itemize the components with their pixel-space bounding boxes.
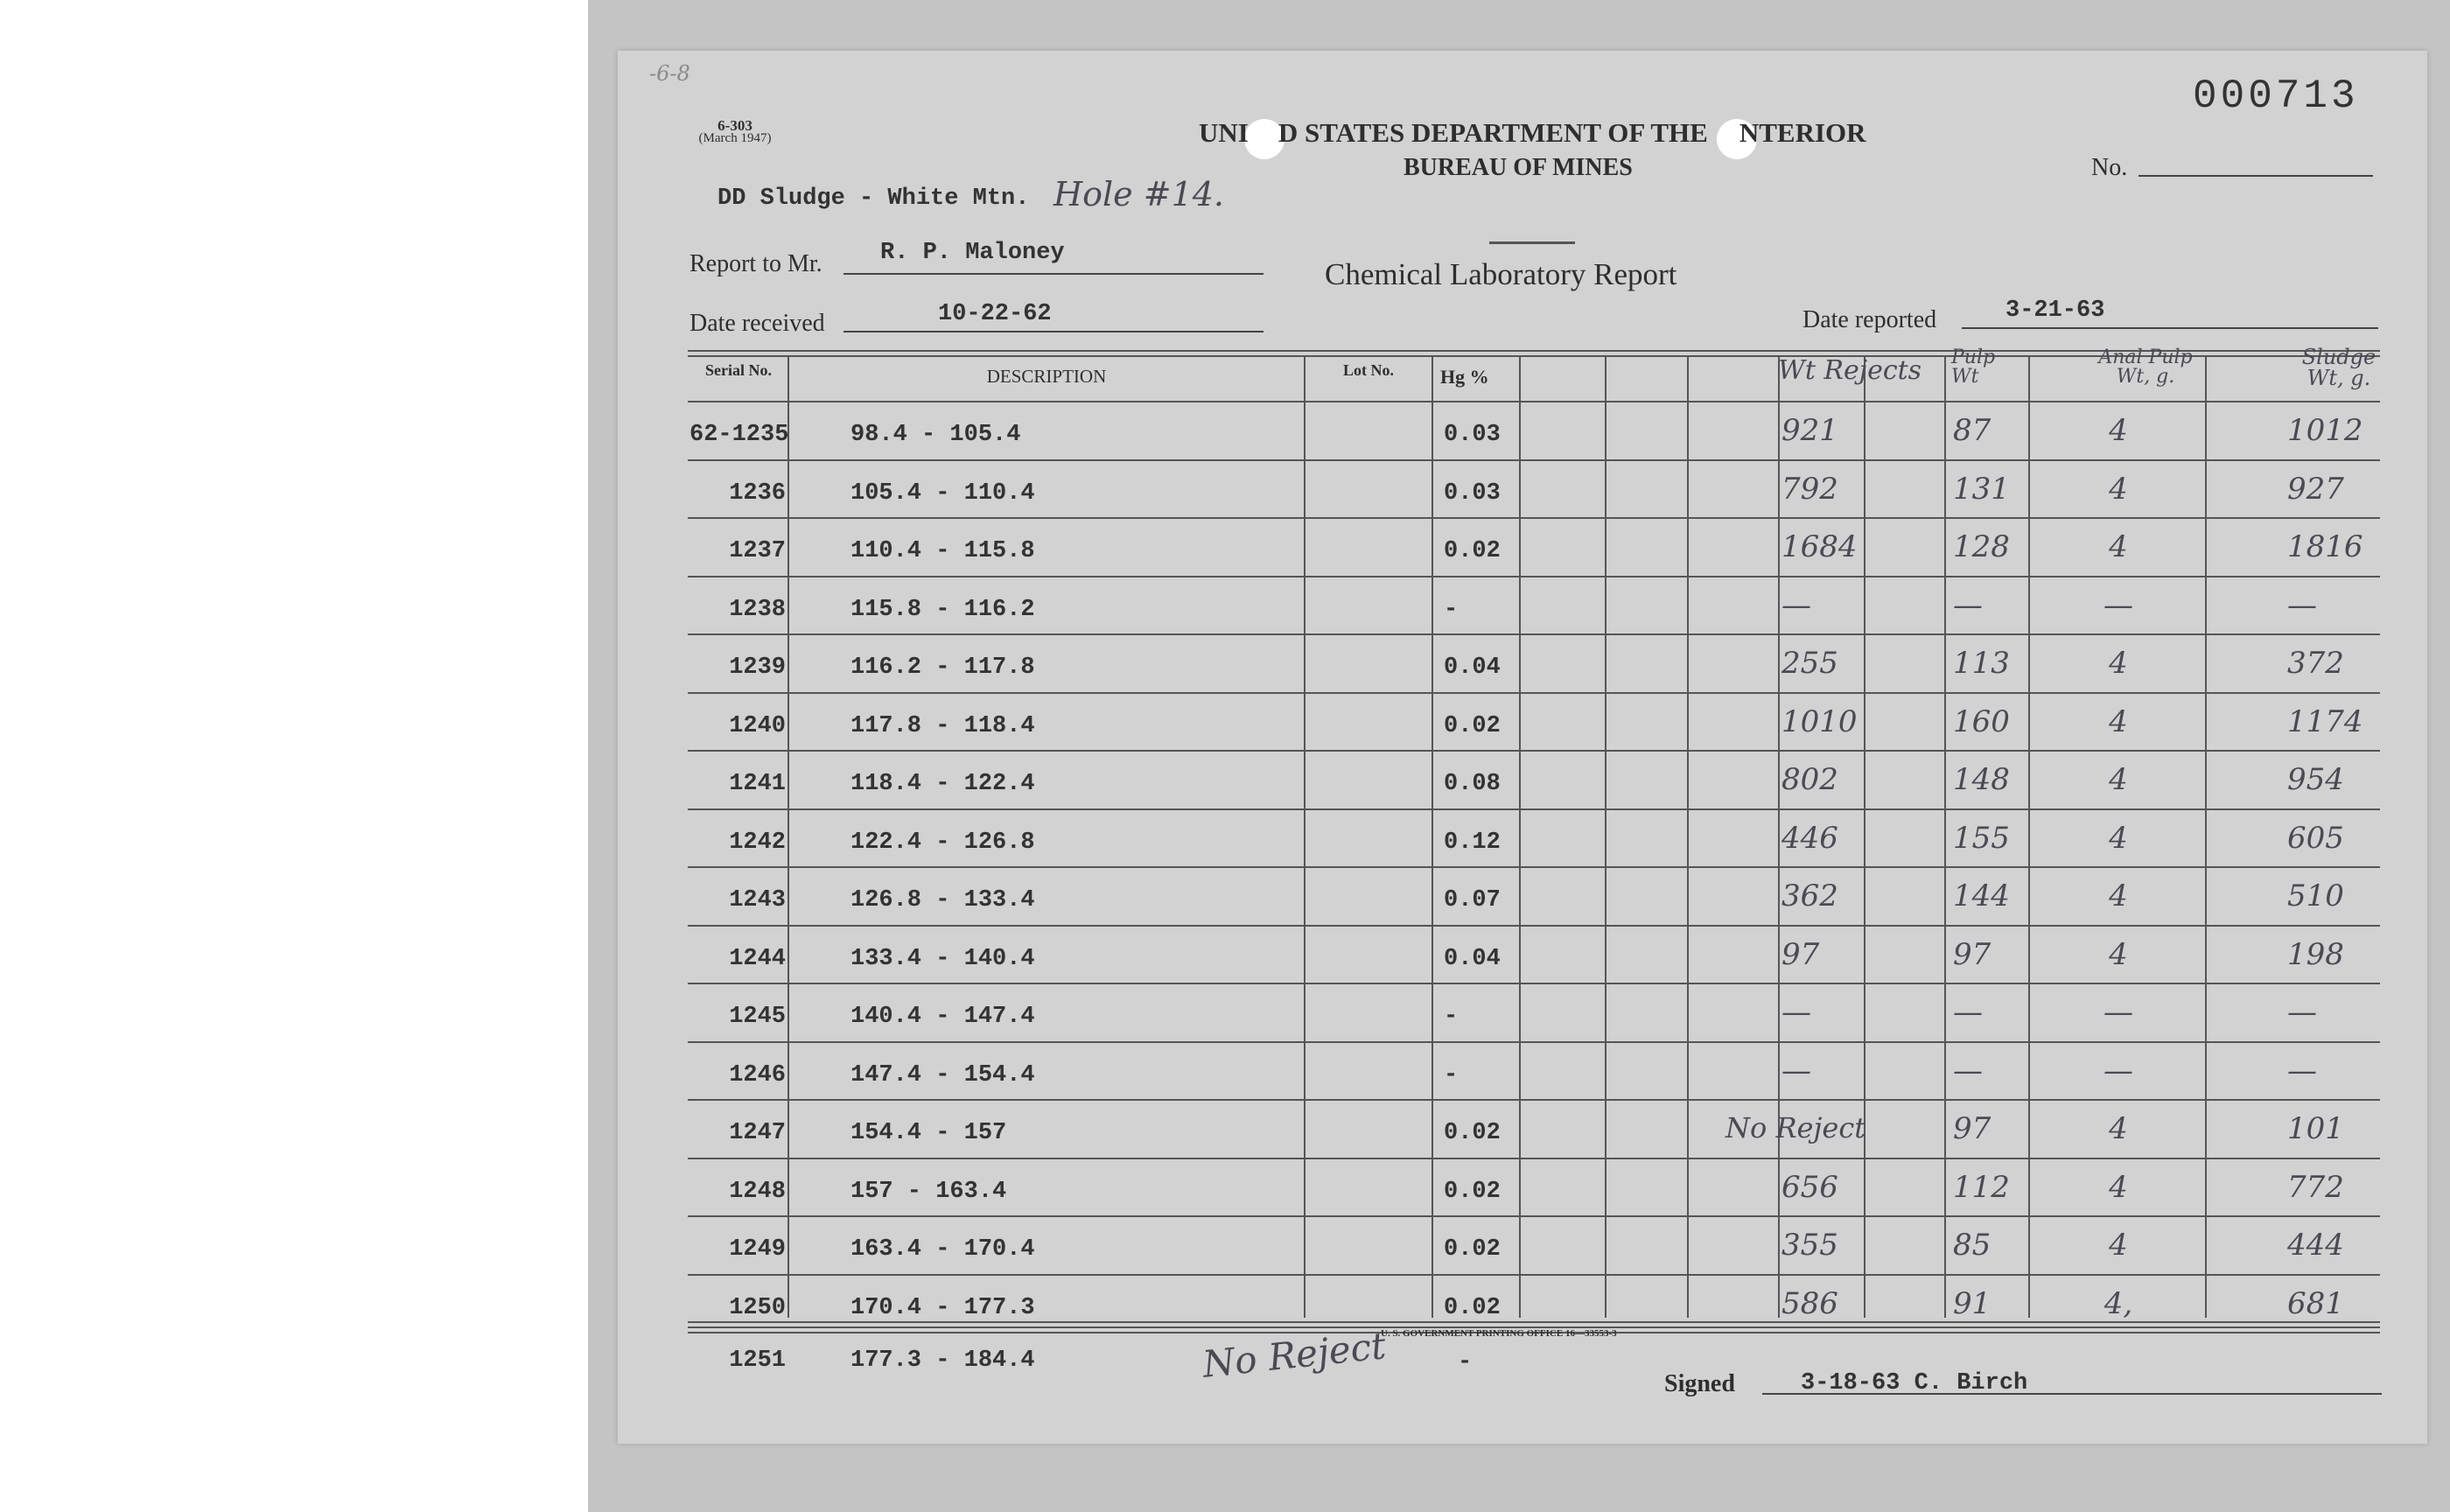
- row-description: 110.4 - 115.8: [850, 538, 1035, 564]
- date-reported-underline: [1962, 327, 2378, 329]
- row-serial: 1241: [729, 771, 786, 797]
- row-hg: 0.08: [1444, 771, 1501, 797]
- row-serial: 1246: [729, 1061, 786, 1088]
- header-rejects: Wt Rejects: [1778, 355, 1922, 386]
- department-title: [1199, 117, 1866, 149]
- row-pulp-weight: 91: [1953, 1285, 1992, 1321]
- row-pulp-weight: 97: [1953, 1111, 1992, 1146]
- bureau-title: BUREAU OF MINES: [1404, 154, 1633, 181]
- row-rejects: 355: [1782, 1228, 1838, 1263]
- row-anal-pulp-weight: —: [2104, 1053, 2133, 1088]
- row-anal-pulp-weight: 4: [2109, 413, 2128, 448]
- row-anal-pulp-weight: 4: [2109, 820, 2128, 856]
- row-rule: [688, 692, 2380, 694]
- col-rule-blank-1: [1605, 355, 1606, 1318]
- row-anal-pulp-weight: 4: [2109, 936, 2128, 972]
- row-description: 118.4 - 122.4: [850, 771, 1035, 797]
- row-rejects: 97: [1782, 936, 1820, 972]
- row-hg: 0.04: [1444, 654, 1501, 681]
- col-rule-pulp: [1944, 355, 1946, 1318]
- header-bottom-rule: [688, 401, 2380, 402]
- row-rule: [688, 925, 2380, 927]
- row-description: 122.4 - 126.8: [850, 829, 1035, 856]
- row-serial: 1244: [729, 945, 786, 972]
- date-received-label: Date received: [690, 310, 825, 337]
- row-serial: 1242: [729, 829, 786, 856]
- row-description: 98.4 - 105.4: [850, 422, 1021, 448]
- department-title-part1: UNI: [1199, 117, 1249, 148]
- row-anal-pulp-weight: 4: [2109, 646, 2128, 681]
- header-lot: Lot No.: [1343, 361, 1394, 379]
- last-row-description: 177.3 - 184.4: [850, 1348, 1035, 1374]
- row-sludge-weight: 605: [2287, 820, 2344, 856]
- table-bottom-rule-1: [688, 1321, 2380, 1323]
- row-description: 126.8 - 133.4: [850, 887, 1035, 914]
- last-row-serial: 1251: [729, 1348, 786, 1374]
- row-hg: 0.03: [1444, 480, 1501, 507]
- header-serial: Serial No.: [705, 361, 772, 379]
- row-rule: [688, 576, 2380, 578]
- row-hg: 0.02: [1444, 1120, 1501, 1146]
- col-rule-blank-3: [1778, 355, 1780, 1318]
- row-anal-pulp-weight: 4,: [2104, 1285, 2133, 1321]
- report-to-value: R. P. Maloney: [880, 240, 1065, 266]
- row-sludge-weight: 954: [2287, 762, 2344, 797]
- row-pulp-weight: 160: [1953, 704, 2010, 739]
- row-pulp-weight: 148: [1953, 762, 2010, 797]
- row-description: 147.4 - 154.4: [850, 1061, 1035, 1088]
- col-rule-hg: [1519, 355, 1521, 1318]
- row-serial: 1236: [729, 480, 786, 507]
- row-sludge-weight: 1012: [2287, 413, 2363, 448]
- row-sludge-weight: 198: [2287, 936, 2344, 972]
- row-hg: 0.02: [1444, 1236, 1501, 1263]
- last-row-note: No Reject: [1200, 1324, 1389, 1386]
- row-rejects: 586: [1782, 1285, 1838, 1321]
- signed-underline: [1762, 1393, 2382, 1395]
- row-description: 163.4 - 170.4: [850, 1236, 1035, 1263]
- row-rule: [688, 866, 2380, 868]
- row-pulp-weight: 131: [1953, 471, 2010, 507]
- lab-report-sheet: [618, 51, 2427, 1444]
- row-hg: 0.02: [1444, 1294, 1501, 1321]
- row-rejects: No Reject: [1726, 1111, 1866, 1144]
- date-reported-value: 3-21-63: [2006, 298, 2105, 324]
- row-rejects: 1010: [1782, 704, 1858, 739]
- title-rule: [1489, 242, 1575, 244]
- row-hg: -: [1444, 1004, 1459, 1030]
- col-rule-rejects: [1864, 355, 1866, 1318]
- document-number: 000713: [2193, 74, 2359, 119]
- date-received-value: 10-22-62: [938, 301, 1052, 327]
- report-to-label: Report to Mr.: [690, 250, 822, 277]
- signed-value: 3-18-63 C. Birch: [1801, 1370, 2028, 1396]
- row-anal-pulp-weight: 4: [2109, 1169, 2128, 1205]
- row-rejects: 792: [1782, 471, 1838, 507]
- subject-handwritten: Hole #14.: [1054, 175, 1225, 214]
- row-pulp-weight: 144: [1953, 878, 2010, 914]
- row-sludge-weight: 510: [2287, 878, 2344, 914]
- subject-typed: DD Sludge - White Mtn.: [718, 186, 1030, 212]
- row-pulp-weight: 112: [1953, 1169, 2010, 1205]
- number-underline: [2138, 175, 2373, 177]
- row-sludge-weight: 681: [2287, 1285, 2344, 1321]
- row-sludge-weight: 772: [2287, 1169, 2344, 1205]
- row-description: 117.8 - 118.4: [850, 712, 1035, 739]
- row-hg: 0.02: [1444, 712, 1501, 739]
- row-rule: [688, 750, 2380, 752]
- row-serial: 62-1235: [690, 422, 789, 448]
- row-rejects: 921: [1782, 413, 1838, 448]
- row-rule: [688, 983, 2380, 984]
- row-pulp-weight: —: [1953, 587, 1983, 623]
- row-anal-pulp-weight: 4: [2109, 878, 2128, 914]
- row-rule: [688, 1215, 2380, 1217]
- row-rejects: 362: [1782, 878, 1838, 914]
- row-description: 105.4 - 110.4: [850, 480, 1035, 507]
- row-sludge-weight: 372: [2287, 646, 2344, 681]
- row-rejects: 446: [1782, 820, 1838, 856]
- row-anal-pulp-weight: 4: [2109, 704, 2128, 739]
- col-rule-serial: [788, 355, 789, 1318]
- row-sludge-weight: 101: [2287, 1111, 2344, 1146]
- row-rejects: 802: [1782, 762, 1838, 797]
- row-pulp-weight: —: [1953, 995, 1983, 1030]
- row-anal-pulp-weight: 4: [2109, 1111, 2128, 1146]
- row-hg: 0.02: [1444, 1178, 1501, 1205]
- row-anal-pulp-weight: 4: [2109, 762, 2128, 797]
- row-serial: 1243: [729, 887, 786, 914]
- header-description: DESCRIPTION: [986, 366, 1107, 387]
- row-rule: [688, 808, 2380, 810]
- corner-mark: -6-8: [649, 61, 690, 86]
- printer-mark: U. S. GOVERNMENT PRINTING OFFICE 16—33553-3: [1381, 1328, 1617, 1339]
- row-serial: 1238: [729, 596, 786, 623]
- row-pulp-weight: —: [1953, 1053, 1983, 1088]
- row-serial: 1240: [729, 712, 786, 739]
- row-description: 116.2 - 117.8: [850, 654, 1035, 681]
- report-title: Chemical Laboratory Report: [1325, 257, 1677, 291]
- date-reported-label: Date reported: [1802, 306, 1937, 333]
- row-rejects: 656: [1782, 1169, 1838, 1205]
- row-description: 115.8 - 116.2: [850, 596, 1035, 623]
- row-description: 154.4 - 157: [850, 1120, 1007, 1146]
- row-sludge-weight: —: [2287, 995, 2317, 1030]
- row-sludge-weight: 1174: [2287, 704, 2363, 739]
- row-rule: [688, 1158, 2380, 1159]
- department-title-part2: D STATES DEPARTMENT OF THE: [1278, 117, 1708, 148]
- row-description: 157 - 163.4: [850, 1178, 1007, 1205]
- last-row-hg: -: [1458, 1349, 1473, 1376]
- row-anal-pulp-weight: 4: [2109, 1228, 2128, 1263]
- row-serial: 1249: [729, 1236, 786, 1263]
- row-rule: [688, 1041, 2380, 1043]
- row-serial: 1245: [729, 1004, 786, 1030]
- signed-label: Signed: [1664, 1370, 1735, 1397]
- header-sludge: Sludge Wt, g.: [2301, 345, 2376, 390]
- col-rule-description: [1304, 355, 1306, 1318]
- header-hg: Hg %: [1440, 366, 1489, 388]
- col-rule-blank-2: [1687, 355, 1689, 1318]
- row-hg: -: [1444, 596, 1459, 623]
- row-rejects: —: [1782, 1053, 1811, 1088]
- row-pulp-weight: 97: [1953, 936, 1992, 972]
- header-anal-pulp: Anal Pulp Wt, g.: [2098, 346, 2193, 388]
- form-number: 6-303: [718, 117, 752, 134]
- row-serial: 1248: [729, 1178, 786, 1205]
- row-pulp-weight: 87: [1953, 413, 1992, 448]
- report-to-underline: [844, 273, 1264, 275]
- col-rule-sludge: [2205, 355, 2207, 1318]
- row-sludge-weight: 1816: [2287, 529, 2363, 564]
- row-serial: 1237: [729, 538, 786, 564]
- row-rejects: 255: [1782, 646, 1838, 681]
- row-anal-pulp-weight: 4: [2109, 529, 2128, 564]
- row-description: 170.4 - 177.3: [850, 1294, 1035, 1321]
- row-pulp-weight: 128: [1953, 529, 2010, 564]
- row-rule: [688, 1099, 2380, 1101]
- row-sludge-weight: 927: [2287, 471, 2344, 507]
- date-received-underline: [844, 331, 1264, 332]
- row-pulp-weight: 155: [1953, 820, 2010, 856]
- row-anal-pulp-weight: 4: [2109, 471, 2128, 507]
- row-pulp-weight: 85: [1953, 1228, 1992, 1263]
- row-anal-pulp-weight: —: [2104, 995, 2133, 1030]
- header-pulp: Pulp Wt: [1951, 346, 1996, 388]
- row-sludge-weight: —: [2287, 587, 2317, 623]
- row-anal-pulp-weight: —: [2104, 587, 2133, 623]
- row-rejects: —: [1782, 995, 1811, 1030]
- row-serial: 1247: [729, 1120, 786, 1146]
- row-hg: -: [1444, 1061, 1459, 1088]
- row-rule: [688, 459, 2380, 461]
- row-serial: 1250: [729, 1294, 786, 1321]
- col-rule-anal: [2028, 355, 2030, 1318]
- row-description: 133.4 - 140.4: [850, 945, 1035, 972]
- row-serial: 1239: [729, 654, 786, 681]
- row-description: 140.4 - 147.4: [850, 1004, 1035, 1030]
- row-pulp-weight: 113: [1953, 646, 2010, 681]
- row-rejects: 1684: [1782, 529, 1858, 564]
- row-rule: [688, 634, 2380, 635]
- row-rule: [688, 517, 2380, 519]
- form-revision: (March 1947): [698, 131, 772, 145]
- department-title-part3: NTERIOR: [1739, 117, 1866, 148]
- row-rejects: —: [1782, 587, 1811, 623]
- row-hg: 0.02: [1444, 538, 1501, 564]
- row-rule: [688, 1274, 2380, 1276]
- row-hg: 0.03: [1444, 422, 1501, 448]
- row-hg: 0.04: [1444, 945, 1501, 972]
- col-rule-lot: [1432, 355, 1433, 1318]
- row-sludge-weight: 444: [2287, 1228, 2344, 1263]
- row-hg: 0.12: [1444, 829, 1501, 856]
- row-sludge-weight: —: [2287, 1053, 2317, 1088]
- number-label: No.: [2091, 154, 2128, 181]
- row-hg: 0.07: [1444, 887, 1501, 914]
